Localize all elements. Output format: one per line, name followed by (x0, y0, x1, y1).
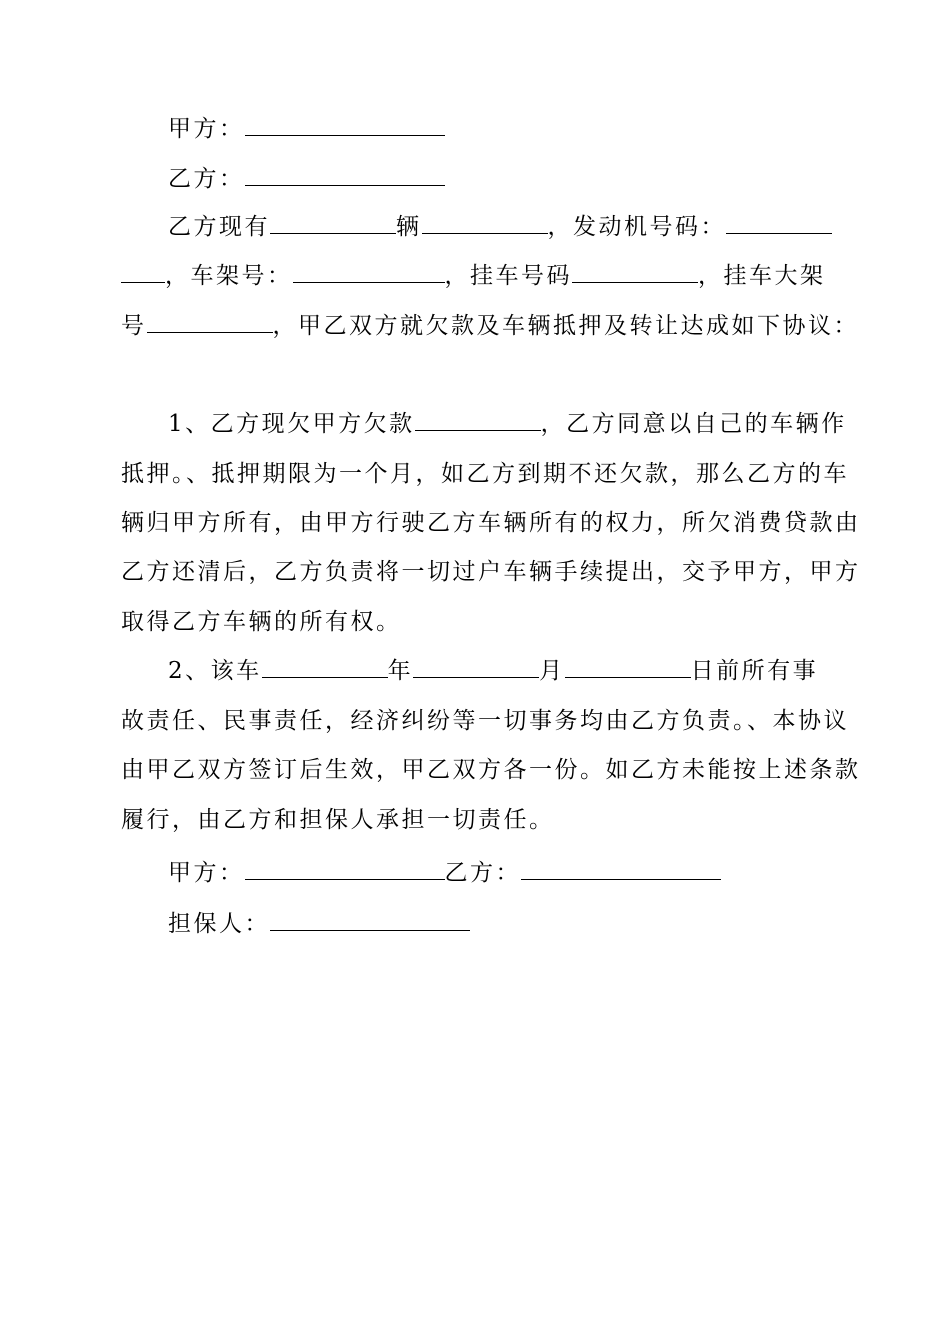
vehicle-count-blank (270, 213, 396, 234)
month-label: 月 (539, 658, 565, 684)
year-blank (262, 657, 388, 678)
clause-1-line-1 (168, 409, 847, 439)
guarantor-line (168, 909, 831, 939)
intro-text-4: ，车架号： (165, 263, 293, 289)
sign-b-label: 乙方： (444, 860, 521, 886)
clause-2-line-4: 履行，由乙方和担保人承担一切责任。 (121, 807, 555, 833)
signature-line (168, 858, 831, 888)
intro-line-1 (168, 212, 831, 242)
intro-line-3 (121, 311, 859, 341)
clause-1-text-a: 1、乙方现欠甲方欠款 (168, 411, 415, 437)
party-b-line (168, 164, 831, 194)
intro-line-2 (121, 261, 831, 291)
day-blank (565, 657, 691, 678)
intro-text-5: ，挂车号码 (444, 263, 572, 289)
engine-number-blank (726, 213, 832, 234)
intro-text-6: ，挂车大架 (698, 263, 826, 289)
clause-1-line-4: 乙方还清后，乙方负责将一切过户车辆手续提出，交予甲方，甲方 (121, 559, 861, 585)
sign-a-blank (245, 859, 445, 880)
intro-text-1: 乙方现有 (168, 214, 270, 240)
clause-1-line-3: 辆归甲方所有，由甲方行驶乙方车辆所有的权力，所欠消费贷款由 (121, 510, 861, 536)
sign-a-label: 甲方： (168, 860, 245, 886)
party-a-blank (245, 115, 445, 136)
guarantor-label: 担保人： (168, 911, 270, 937)
intro-text-8: ，甲乙双方就欠款及车辆抵押及转让达成如下协议： (272, 313, 859, 339)
clause-2-text-a: 2、该车 (168, 658, 262, 684)
trailer-frame-blank (147, 312, 273, 333)
clause-1-line-5: 取得乙方车辆的所有权。 (121, 609, 402, 635)
clause-2-line-3: 由甲乙双方签订后生效，甲乙双方各一份。如乙方未能按上述条款 (121, 757, 861, 783)
intro-text-7: 号 (121, 313, 147, 339)
guarantor-blank (270, 910, 470, 931)
trailer-number-blank (572, 262, 698, 283)
sign-b-blank (521, 859, 721, 880)
frame-number-blank (293, 262, 445, 283)
intro-text-3: ，发动机号码： (547, 214, 726, 240)
debt-amount-blank (415, 410, 541, 431)
month-blank (413, 657, 539, 678)
clause-2-line-1 (168, 656, 831, 686)
clause-1-line-2: 抵押。、抵押期限为一个月，如乙方到期不还欠款，那么乙方的车 (121, 461, 849, 487)
intro-text-2: 辆 (396, 214, 422, 240)
party-b-blank (245, 165, 445, 186)
clause-2-text-b: 日前所有事 (690, 658, 819, 684)
party-b-label: 乙方： (168, 166, 245, 192)
clause-2-line-2: 故责任、民事责任，经济纠纷等一切事务均由乙方负责。、本协议 (121, 708, 849, 734)
year-label: 年 (387, 658, 414, 684)
engine-number-blank-cont (121, 262, 165, 283)
party-a-line (168, 114, 831, 144)
vehicle-model-blank (422, 213, 548, 234)
party-a-label: 甲方： (168, 116, 245, 142)
clause-1-text-b: ，乙方同意以自己的车辆作 (540, 411, 847, 437)
